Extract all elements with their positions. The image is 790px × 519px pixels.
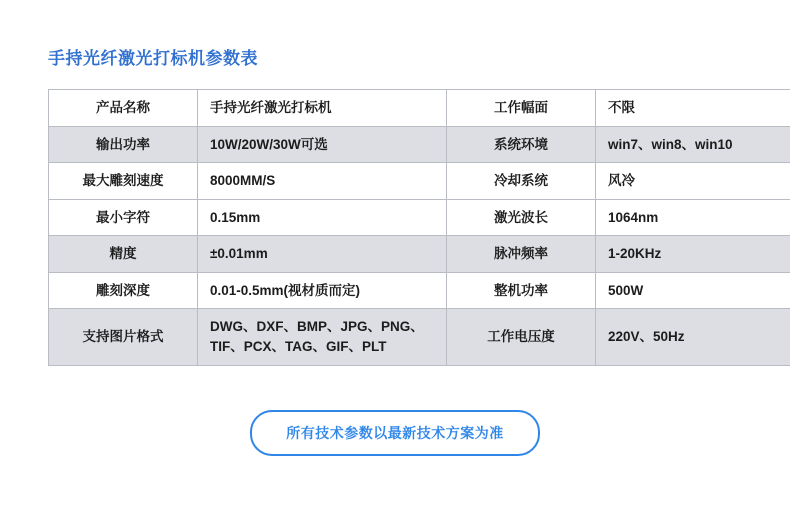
row-label-left: 最大雕刻速度 (49, 163, 198, 200)
page-title: 手持光纤激光打标机参数表 (48, 49, 258, 68)
table-row (49, 126, 790, 163)
row-value-left: 10W/20W/30W可选 (198, 126, 447, 163)
row-value-left: DWG、DXF、BMP、JPG、PNG、TIF、PCX、TAG、GIF、PLT (198, 309, 447, 365)
row-label-right: 激光波长 (447, 199, 596, 236)
row-label-left: 输出功率 (49, 126, 198, 163)
row-value-right: 1064nm (596, 199, 790, 236)
row-label-right: 冷却系统 (447, 163, 596, 200)
row-value-left: 0.01-0.5mm(视材质而定) (198, 272, 447, 309)
footer-note-container (0, 410, 790, 456)
row-value-right: 不限 (596, 90, 790, 127)
row-label-left: 支持图片格式 (49, 309, 198, 365)
row-value-left: 手持光纤激光打标机 (198, 90, 447, 127)
row-label-right: 系统环境 (447, 126, 596, 163)
row-value-right: 1-20KHz (596, 236, 790, 273)
row-label-right: 脉冲频率 (447, 236, 596, 273)
table-row (49, 309, 790, 365)
table-row (49, 236, 790, 273)
row-label-left: 最小字符 (49, 199, 198, 236)
table-row (49, 199, 790, 236)
parameter-table-body (49, 90, 790, 366)
row-label-left: 雕刻深度 (49, 272, 198, 309)
row-value-left: 0.15mm (198, 199, 447, 236)
footer-note-badge: 所有技术参数以最新技术方案为准 (250, 410, 540, 456)
row-label-left: 精度 (49, 236, 198, 273)
parameter-table-container (48, 89, 744, 366)
row-label-right: 整机功率 (447, 272, 596, 309)
parameter-table (48, 89, 790, 366)
row-value-right: win7、win8、win10 (596, 126, 790, 163)
table-row (49, 90, 790, 127)
table-row (49, 163, 790, 200)
row-value-right: 220V、50Hz (596, 309, 790, 365)
row-value-left: ±0.01mm (198, 236, 447, 273)
row-value-right: 风冷 (596, 163, 790, 200)
table-row (49, 272, 790, 309)
row-value-right: 500W (596, 272, 790, 309)
row-value-left: 8000MM/S (198, 163, 447, 200)
row-label-left: 产品名称 (49, 90, 198, 127)
row-label-right: 工作电压度 (447, 309, 596, 365)
row-label-right: 工作幅面 (447, 90, 596, 127)
